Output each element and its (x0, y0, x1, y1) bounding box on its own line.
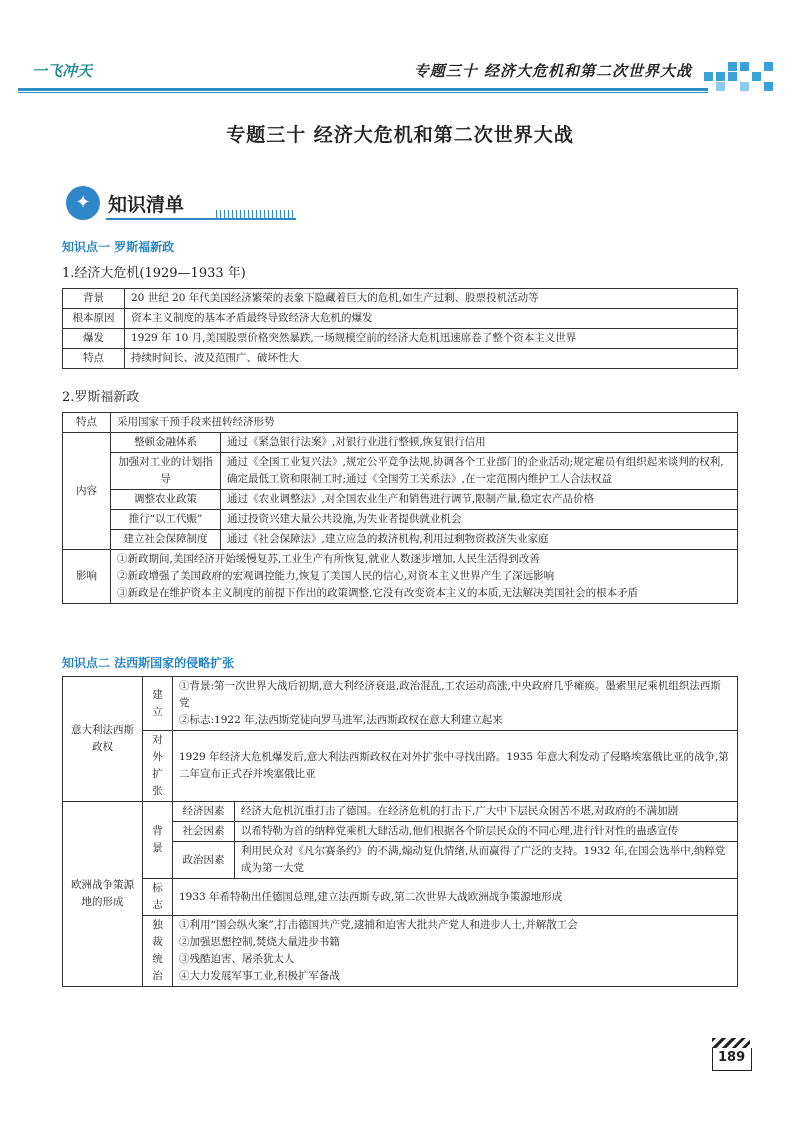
row-value: 经济大危机沉重打击了德国。在经济危机的打击下,广大中下层民众困苦不堪,对政府的不满加剧 (235, 802, 738, 822)
sub-key: 整顿金融体系 (111, 433, 221, 453)
row-key: 特点 (63, 413, 111, 433)
decorative-squares-icon (704, 56, 776, 92)
row-key: 欧洲战争策源地的形成 (63, 802, 143, 987)
section-label: 知识清单 (108, 194, 185, 216)
row-value: 通过《全国工业复兴法》,规定公平竞争法规,协调各个工业部门的企业活动;规定雇员有组织起来谈判的权利,确定最低工资和限制工时;通过《全国劳工关系法》,在一定范围内维护工人合法权益 (221, 453, 738, 490)
row-value: 1929 年 10 月,美国股票价格突然暴跌,一场规模空前的经济大危机迅速席卷了整个资本主义世界 (125, 329, 738, 349)
kp1-title: 知识点一 罗斯福新政 (62, 240, 175, 254)
table-row (63, 550, 738, 604)
table-row (63, 510, 738, 530)
sub-key: 建立社会保障制度 (111, 530, 221, 550)
section-banner (66, 186, 296, 222)
new-deal-table (62, 412, 738, 604)
sub-key: 加强对工业的计划指导 (111, 453, 221, 490)
row-value: 20 世纪 20 年代美国经济繁荣的表象下隐藏着巨大的危机,如生产过剩、股票投机活动等 (125, 289, 738, 309)
table-row (63, 916, 738, 987)
factor-key: 政治因素 (173, 842, 235, 879)
kp1-sub1: 1.经济大危机(1929—1933 年) (62, 266, 246, 281)
row-key: 意大利法西斯政权 (63, 677, 143, 802)
row-value: 通过《农业调整法》,对全国农业生产和销售进行调节,限制产量,稳定农产品价格 (221, 490, 738, 510)
table-row (63, 802, 738, 822)
row-value: 采用国家干预手段来扭转经济形势 (111, 413, 738, 433)
row-value (173, 677, 738, 731)
row-value: 持续时间长、波及范围广、破坏性大 (125, 349, 738, 369)
list-item: ①背景:第一次世界大战后初期,意大利经济衰退,政治混乱,工农运动高涨,中央政府几乎瘫痪。墨索里尼乘机组织法西斯党 (179, 680, 721, 709)
impact-item: ②新政增强了美国政府的宏观调控能力,恢复了美国人民的信心,对资本主义世界产生了深远影响 (117, 570, 555, 582)
fascism-table (62, 676, 738, 987)
list-item: ②加强思想控制,焚烧大量进步书籍 (179, 936, 340, 948)
puzzle-icon: ✦ (66, 186, 100, 220)
row-value: 1933 年希特勒出任德国总理,建立法西斯专政,第二次世界大战欧洲战争策源地形成 (173, 879, 738, 916)
header-rule (18, 88, 708, 91)
page-title: 专题三十 经济大危机和第二次世界大战 (226, 124, 574, 146)
table-row (63, 677, 738, 731)
factor-key: 社会因素 (173, 822, 235, 842)
table-row (63, 490, 738, 510)
page-number-badge (712, 1038, 752, 1072)
row-value: 资本主义制度的基本矛盾最终导致经济大危机的爆发 (125, 309, 738, 329)
row-key: 爆发 (63, 329, 125, 349)
row-key: 特点 (63, 349, 125, 369)
row-value (173, 916, 738, 987)
row-key: 根本原因 (63, 309, 125, 329)
sub-key: 对外扩张 (143, 731, 173, 802)
list-item: ④大力发展军事工业,积极扩军备战 (179, 970, 340, 982)
sub-key: 背景 (143, 802, 173, 879)
row-value: 1929 年经济大危机爆发后,意大利法西斯政权在对外扩张中寻找出路。1935 年意大利发动了侵略埃塞俄比亚的战争,第二年宣布正式吞并埃塞俄比亚 (173, 731, 738, 802)
header-rule-thin (18, 92, 708, 93)
factor-key: 经济因素 (173, 802, 235, 822)
running-title: 专题三十 经济大危机和第二次世界大战 (413, 62, 692, 80)
row-value (111, 550, 738, 604)
running-header (18, 52, 782, 92)
row-value: 以希特勒为首的纳粹党乘机大肆活动,他们根据各个阶层民众的不同心理,进行针对性的蛊惑宣传 (235, 822, 738, 842)
list-item: ①利用“国会纵火案”,打击德国共产党,逮捕和迫害大批共产党人和进步人士,并解散工会 (179, 919, 578, 931)
table-row (63, 349, 738, 369)
table-row (63, 433, 738, 453)
table-row (63, 309, 738, 329)
row-key: 背景 (63, 289, 125, 309)
row-value: 通过投资兴建大量公共设施,为失业者提供就业机会 (221, 510, 738, 530)
list-item: ③残酷迫害、屠杀犹太人 (179, 953, 295, 965)
kp1-sub2: 2.罗斯福新政 (62, 390, 140, 405)
table-row (63, 731, 738, 802)
row-value: 利用民众对《凡尔赛条约》的不满,煽动复仇情绪,从而赢得了广泛的支持。1932 年,在国会选举中,纳粹党成为第一大党 (235, 842, 738, 879)
row-key: 影响 (63, 550, 111, 604)
stripes-icon (712, 1038, 750, 1048)
banner-ticks (216, 210, 296, 218)
impact-item: ③新政是在维护资本主义制度的前提下作出的政策调整,它没有改变资本主义的本质,无法解决美国社会的根本矛盾 (117, 587, 639, 599)
crisis-table (62, 288, 738, 369)
row-value: 通过《紧急银行法案》,对银行业进行整顿,恢复银行信用 (221, 433, 738, 453)
impact-item: ①新政期间,美国经济开始缓慢复苏,工业生产有所恢复,就业人数逐步增加,人民生活得到改善 (117, 553, 540, 565)
banner-rule (106, 218, 296, 220)
sub-key: 推行“以工代赈” (111, 510, 221, 530)
row-value: 通过《社会保障法》,建立应急的救济机构,利用过剩物资救济失业家庭 (221, 530, 738, 550)
table-row (63, 879, 738, 916)
sub-key: 调整农业政策 (111, 490, 221, 510)
kp2-title: 知识点二 法西斯国家的侵略扩张 (62, 656, 235, 670)
table-row (63, 530, 738, 550)
sub-key: 标志 (143, 879, 173, 916)
row-key: 内容 (63, 433, 111, 550)
page-number: 189 (718, 1050, 746, 1065)
brand-logo: 一飞冲天 (32, 62, 93, 80)
table-row (63, 413, 738, 433)
table-row (63, 453, 738, 490)
list-item: ②标志:1922 年,法西斯党徒向罗马进军,法西斯政权在意大利建立起来 (179, 714, 503, 726)
sub-key: 独裁统治 (143, 916, 173, 987)
table-row (63, 289, 738, 309)
sub-key: 建立 (143, 677, 173, 731)
table-row (63, 329, 738, 349)
